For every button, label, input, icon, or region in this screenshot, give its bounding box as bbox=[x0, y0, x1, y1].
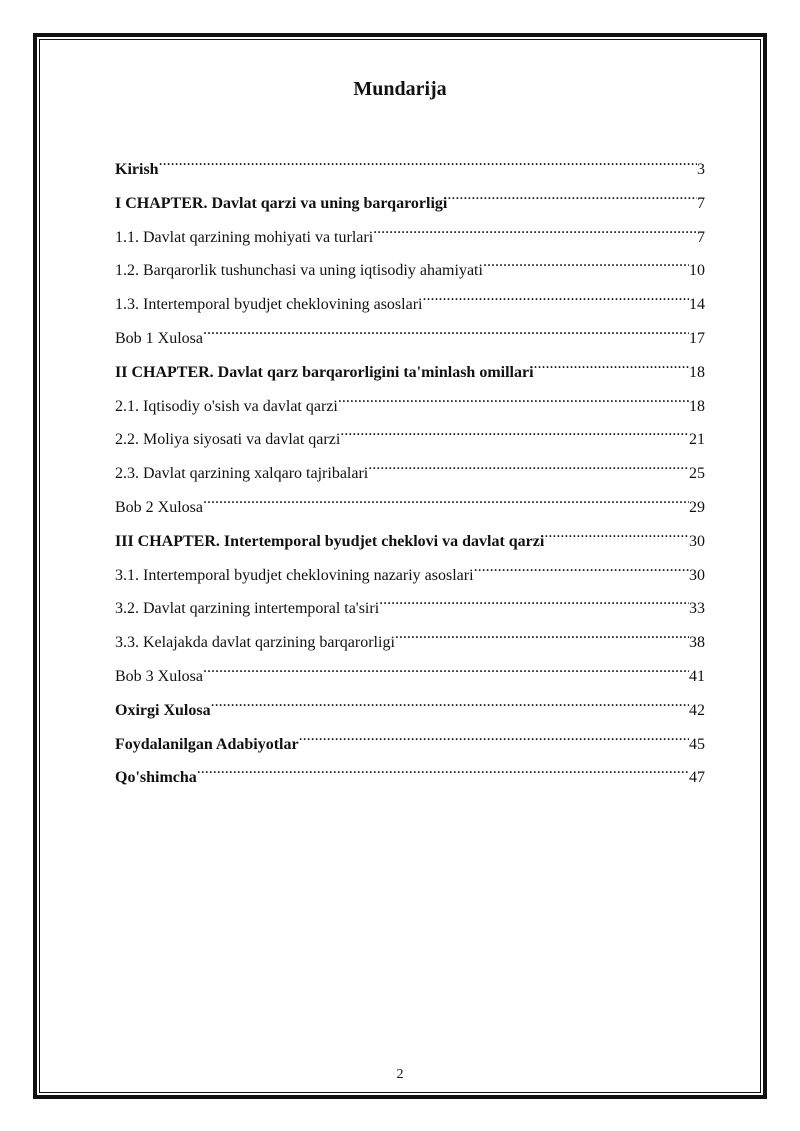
toc-entry[interactable] bbox=[115, 316, 705, 350]
toc-entry[interactable] bbox=[115, 248, 705, 282]
toc-entry-page: 7 bbox=[697, 194, 705, 212]
toc-entry[interactable] bbox=[115, 485, 705, 519]
toc-entry-page: 14 bbox=[689, 296, 705, 314]
toc-entry[interactable] bbox=[115, 620, 705, 654]
toc-dot-leader bbox=[203, 655, 689, 681]
toc-dot-leader bbox=[203, 317, 689, 343]
toc-entry-label: Bob 1 Xulosa bbox=[115, 329, 203, 347]
toc-entry-page: 3 bbox=[697, 161, 705, 178]
toc-entry-label: 3.2. Davlat qarzining intertemporal ta'siri bbox=[115, 600, 380, 618]
toc-entry-page: 10 bbox=[689, 262, 705, 280]
toc-dot-leader bbox=[474, 554, 689, 580]
toc-entry[interactable] bbox=[115, 215, 705, 249]
toc-entry-page: 29 bbox=[689, 498, 705, 516]
toc-entry-label: 1.1. Davlat qarzining mohiyati va turlari bbox=[115, 228, 374, 246]
toc-entry-label: 2.1. Iqtisodiy o'sish va davlat qarzi bbox=[115, 397, 338, 415]
toc-entry[interactable] bbox=[115, 755, 705, 789]
toc-entry-page: 25 bbox=[689, 465, 705, 483]
toc-entry-page: 30 bbox=[689, 532, 705, 550]
toc-entry[interactable] bbox=[115, 722, 705, 756]
toc-entry-label: I CHAPTER. Davlat qarzi va uning barqarorligi bbox=[115, 194, 448, 212]
toc-entry[interactable] bbox=[115, 147, 705, 181]
toc-entry-page: 42 bbox=[689, 701, 705, 719]
toc-entry[interactable] bbox=[115, 654, 705, 688]
toc-entry-page: 17 bbox=[689, 329, 705, 347]
toc-dot-leader bbox=[373, 216, 697, 242]
toc-dot-leader bbox=[197, 756, 689, 782]
toc-entry[interactable] bbox=[115, 181, 705, 215]
toc-entry-page: 18 bbox=[689, 363, 705, 381]
toc-dot-leader bbox=[368, 452, 689, 478]
document-title: Mundarija bbox=[353, 78, 447, 100]
toc-entry[interactable] bbox=[115, 586, 705, 620]
toc-dot-leader bbox=[340, 418, 689, 444]
toc-entry-page: 7 bbox=[697, 228, 705, 246]
toc-entry-label: Oxirgi Xulosa bbox=[115, 701, 211, 719]
toc-entry-page: 41 bbox=[689, 667, 705, 685]
toc-entry-page: 21 bbox=[689, 431, 705, 449]
toc-dot-leader bbox=[534, 351, 689, 377]
toc-entry-label: Bob 3 Xulosa bbox=[115, 667, 203, 685]
toc-entry[interactable] bbox=[115, 553, 705, 587]
toc-dot-leader bbox=[422, 283, 689, 309]
toc-entry-label: 3.1. Intertemporal byudjet cheklovining nazariy asoslari bbox=[115, 566, 474, 584]
toc-entry-label: 3.3. Kelajakda davlat qarzining barqarorligi bbox=[115, 634, 395, 652]
toc-dot-leader bbox=[395, 621, 689, 647]
toc-dot-leader bbox=[299, 723, 689, 749]
toc-dot-leader bbox=[447, 182, 697, 208]
toc-entry-label: 2.3. Davlat qarzining xalqaro tajribalari bbox=[115, 465, 369, 483]
toc-dot-leader bbox=[544, 520, 689, 546]
toc-entry[interactable] bbox=[115, 384, 705, 418]
toc-entry-label: Bob 2 Xulosa bbox=[115, 498, 203, 516]
toc-entry-page: 30 bbox=[689, 566, 705, 584]
toc-entry[interactable] bbox=[115, 282, 705, 316]
toc-dot-leader bbox=[379, 587, 689, 613]
toc-entry-page: 47 bbox=[689, 769, 705, 787]
toc-entry[interactable] bbox=[115, 451, 705, 485]
toc-entry[interactable] bbox=[115, 417, 705, 451]
toc-entry[interactable] bbox=[115, 350, 705, 384]
table-of-contents bbox=[115, 147, 705, 789]
toc-entry-page: 33 bbox=[689, 600, 705, 618]
toc-entry-page: 18 bbox=[689, 397, 705, 415]
toc-entry-page: 45 bbox=[689, 735, 705, 753]
toc-entry-page: 38 bbox=[689, 634, 705, 652]
toc-dot-leader bbox=[483, 249, 689, 275]
page-number: 2 bbox=[396, 1067, 404, 1082]
toc-dot-leader bbox=[211, 689, 689, 715]
toc-entry-label: 1.2. Barqarorlik tushunchasi va uning iqtisodiy ahamiyati bbox=[115, 262, 483, 280]
toc-entry-label: 1.3. Intertemporal byudjet cheklovining asoslari bbox=[115, 296, 423, 314]
toc-entry[interactable] bbox=[115, 688, 705, 722]
toc-entry-label: Qo'shimcha bbox=[115, 769, 197, 787]
toc-dot-leader bbox=[203, 486, 689, 512]
toc-dot-leader bbox=[159, 148, 697, 174]
toc-entry-label: II CHAPTER. Davlat qarz barqarorligini ta'minlash omillari bbox=[115, 363, 534, 381]
toc-entry-label: 2.2. Moliya siyosati va davlat qarzi bbox=[115, 431, 341, 449]
toc-entry-label: Foydalanilgan Adabiyotlar bbox=[115, 735, 299, 753]
toc-dot-leader bbox=[338, 385, 689, 411]
toc-entry-label: Kirish bbox=[115, 161, 159, 178]
toc-entry[interactable] bbox=[115, 519, 705, 553]
toc-entry-label: III CHAPTER. Intertemporal byudjet cheklovi va davlat qarzi bbox=[115, 532, 545, 550]
